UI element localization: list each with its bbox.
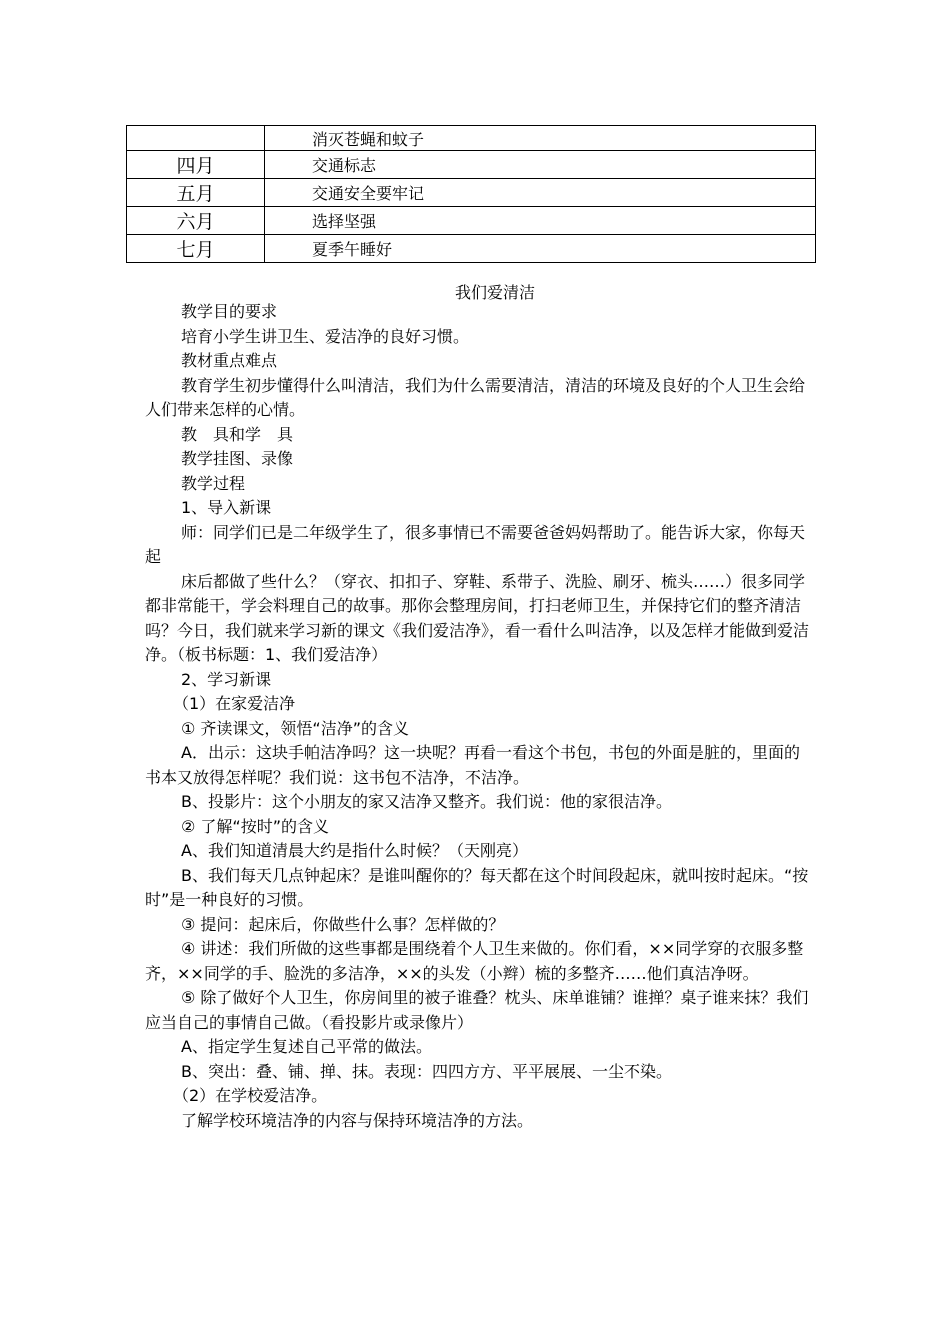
monthly-topic-table [126,125,816,263]
table-row [127,151,816,179]
section-heading: 教学目的要求 [181,302,278,321]
list-item: ⑤ 除了做好个人卫生，你房间里的被子谁叠？枕头、床单谁铺？谁掸？桌子谁来抹？我们应当自己的事情自己做。（看投影片或录像片） [145,988,809,1032]
month-cell [127,126,265,151]
paragraph: 教育学生初步懂得什么叫清洁，我们为什么需要清洁，清洁的环境及良好的个人卫生会给人们带来怎样的心情。 [145,375,806,419]
section-heading: 教学过程 [181,473,246,493]
topic-cell: 夏季午睡好 [265,235,816,263]
paragraph: 培育小学生讲卫生、爱洁净的良好习惯。 [181,326,470,346]
step-heading: 1、导入新课 [181,498,272,517]
list-item: ③ 提问：起床后，你做些什么事？怎样做的？ [181,914,505,934]
topic-cell: 消灭苍蝇和蚊子 [265,126,816,151]
list-item: B、突出：叠、铺、掸、抹。表现：四四方方、平平展展、一尘不染。 [181,1061,672,1081]
sub-heading: （1）在家爱洁净 [173,694,296,713]
list-item: ① 齐读课文，领悟“洁净”的含义 [181,718,410,738]
topic-cell: 交通标志 [265,151,816,179]
list-item: A、指定学生复述自己平常的做法。 [181,1037,432,1056]
table-row [127,179,816,207]
list-item: ④ 讲述：我们所做的这些事都是围绕着个人卫生来做的。你们看，××同学穿的衣服多整齐，××同学的手、脸洗的多洁净，××的头发（小辫）梳的多整齐……他们真洁净呀。 [145,939,804,983]
list-item: B、我们每天几点钟起床？是谁叫醒你的？每天都在这个时间段起床，就叫按时起床。“按时”是一种良好的习惯。 [145,865,809,909]
sub-heading: （2）在学校爱洁净。 [173,1086,328,1105]
list-item: ② 了解“按时”的含义 [181,816,330,836]
table-row [127,126,816,151]
paragraph: 了解学校环境洁净的内容与保持环境洁净的方法。 [181,1110,534,1130]
table-row [127,235,816,263]
section-heading: 教 具和学 具 [181,424,294,444]
lesson-body [145,300,811,1133]
month-cell: 六月 [127,207,265,235]
table-row [127,207,816,235]
list-item: A、我们知道清晨大约是指什么时候？（天刚亮） [181,841,528,860]
paragraph: 床后都做了些什么？（穿衣、扣扣子、穿鞋、系带子、洗脸、刷牙、梳头……）很多同学都非常能干，学会料理自己的故事。那你会整理房间，打扫老师卫生，并保持它们的整齐清洁吗？今日，我们就来学习新的课文《我们爱洁净》，看一看什么叫洁净，以及怎样才能做到爱洁净。（板书标题：1、我们爱洁净） [145,571,810,664]
month-cell: 四月 [127,151,265,179]
topic-cell: 选择坚强 [265,207,816,235]
list-item: B、投影片：这个小朋友的家又洁净又整齐。我们说：他的家很洁净。 [181,792,672,811]
month-cell: 五月 [127,179,265,207]
lesson-title: 我们爱清洁 [454,283,535,302]
paragraph: 师：同学们已是二年级学生了，很多事情已不需要爸爸妈妈帮助了。能告诉大家，你每天起 [145,522,806,566]
step-heading: 2、学习新课 [181,669,272,689]
paragraph: 教学挂图、录像 [181,449,294,468]
topic-cell: 交通安全要牢记 [265,179,816,207]
section-heading: 教材重点难点 [181,351,278,370]
month-cell: 七月 [127,235,265,263]
list-item: A．出示：这块手帕洁净吗？这一块呢？再看一看这个书包，书包的外面是脏的，里面的书本又放得怎样呢？我们说：这书包不洁净，不洁净。 [145,743,800,787]
